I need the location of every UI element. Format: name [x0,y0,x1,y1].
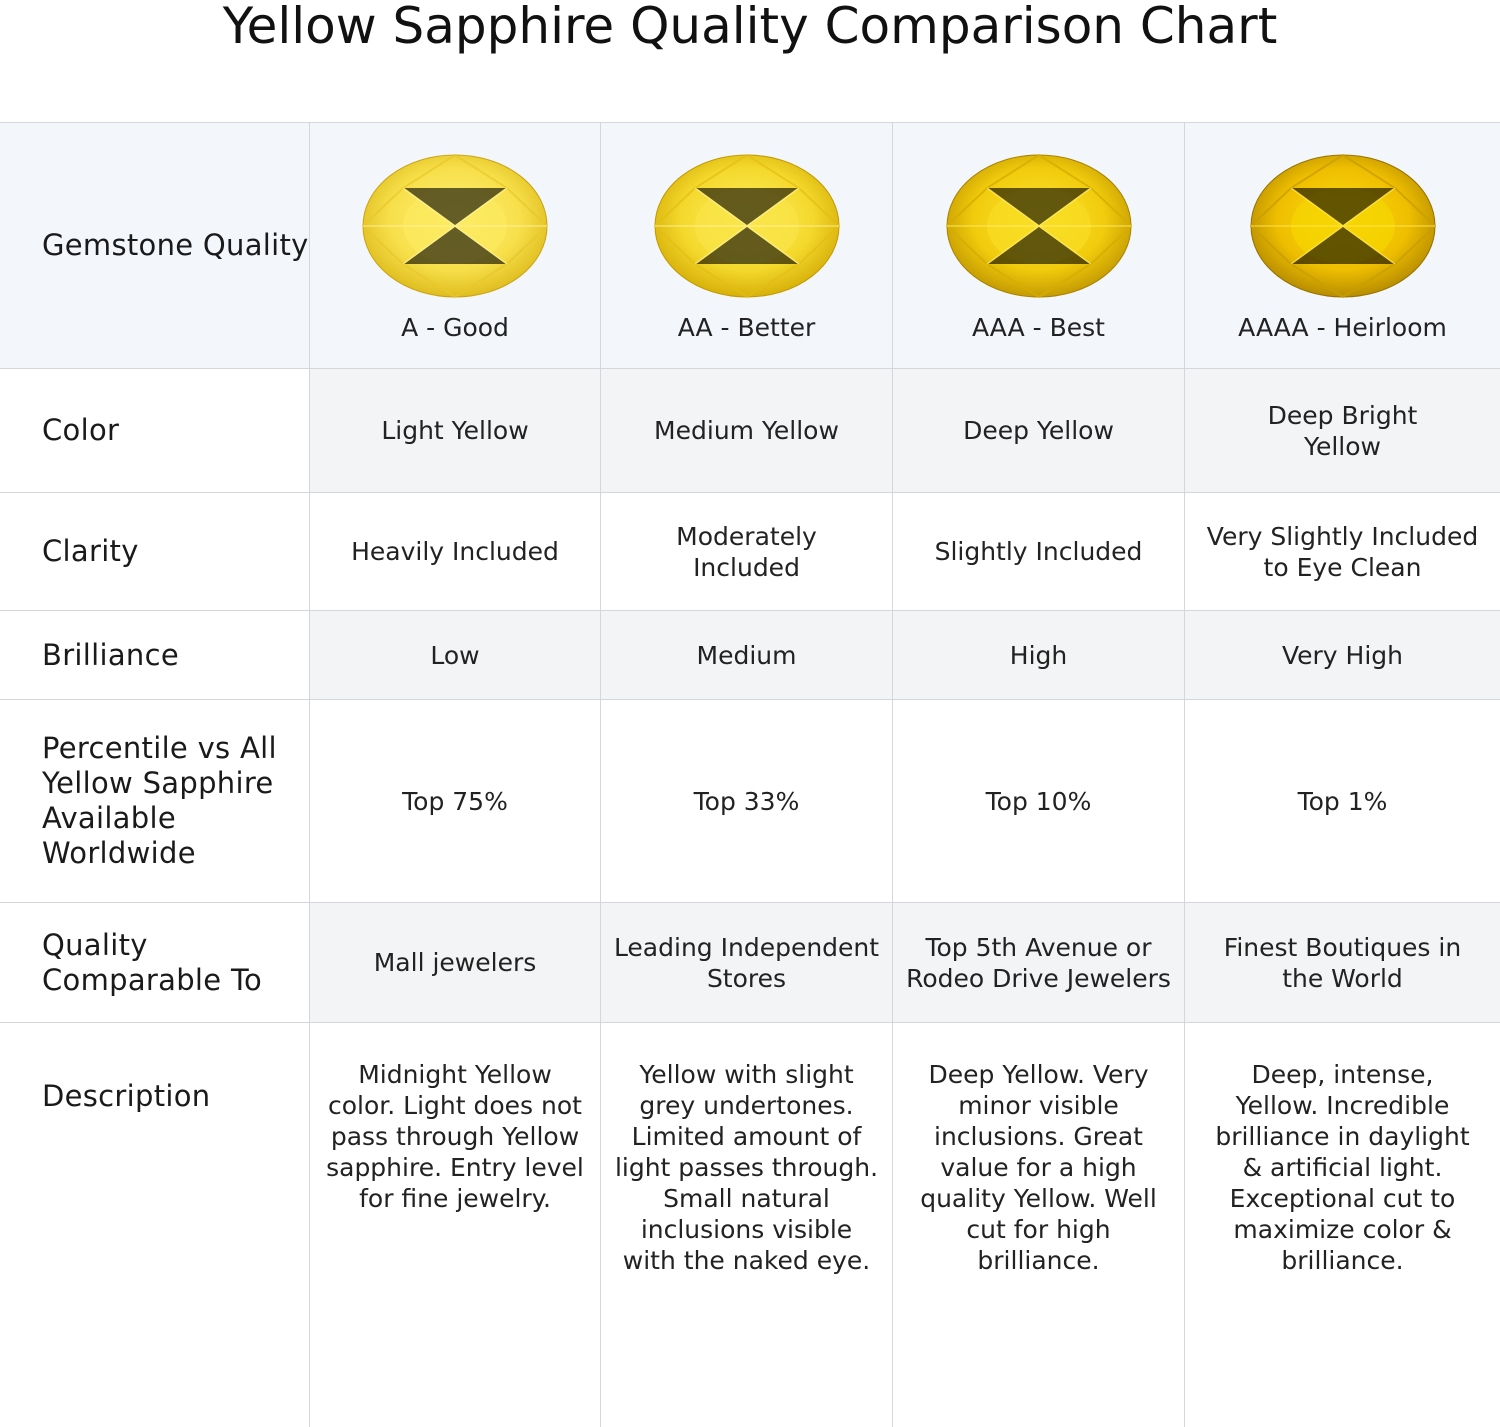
page-title: Yellow Sapphire Quality Comparison Chart [222,0,1278,55]
yellow-sapphire-deep-icon [946,153,1132,299]
table-cell: Top 33% [600,700,892,902]
table-cell: Moderately Included [600,493,892,610]
table-cell: Mall jewelers [309,903,600,1022]
table-row-color [0,368,1500,492]
table-cell: Very Slightly Included to Eye Clean [1184,493,1500,610]
table-cell: Top 5th Avenue or Rodeo Drive Jewelers [892,903,1184,1022]
row-label: Quality Comparable To [42,927,263,997]
grade-column-header [892,123,1184,368]
table-cell: Yellow with slight grey undertones. Limited amount of light passes through. Small natural inclusions visible with the naked eye. [600,1023,892,1427]
table-cell: High [892,611,1184,699]
table-row-description [0,1022,1500,1427]
grade-name: AAA - Best [972,313,1105,342]
table-row-comparable [0,902,1500,1022]
table-cell: Midnight Yellow color. Light does not pass through Yellow sapphire. Entry level for fine jewelry. [309,1023,600,1427]
yellow-sapphire-medium-icon [654,153,840,299]
table-cell: Light Yellow [309,369,600,492]
row-label: Gemstone Quality [0,123,309,368]
grade-column-header [600,123,892,368]
row-label: Color [42,413,120,447]
table-cell: Deep, intense, Yellow. Incredible brilliance in daylight & artificial light. Exceptional cut to maximize color & brilliance. [1184,1023,1500,1427]
yellow-sapphire-heirloom-icon [1250,153,1436,299]
table-cell: Deep Bright Yellow [1184,369,1500,492]
table-row-brilliance [0,610,1500,699]
table-cell: Deep Yellow [892,369,1184,492]
row-label: Description [42,1079,211,1113]
grade-name: A - Good [401,313,509,342]
table-row-percentile [0,699,1500,902]
grade-name: AA - Better [677,313,816,342]
table-cell: Deep Yellow. Very minor visible inclusions. Great value for a high quality Yellow. Well cut for high brilliance. [892,1023,1184,1427]
grade-name: AAAA - Heirloom [1238,313,1447,342]
table-cell: Very High [1184,611,1500,699]
comparison-table [0,122,1500,1427]
yellow-sapphire-light-icon [362,153,548,299]
table-cell: Heavily Included [309,493,600,610]
table-cell: Top 1% [1184,700,1500,902]
table-cell: Leading Independent Stores [600,903,892,1022]
table-cell: Top 75% [309,700,600,902]
grade-column-header [309,123,600,368]
row-label: Percentile vs All Yellow Sapphire Available Worldwide [42,731,277,870]
table-cell: Slightly Included [892,493,1184,610]
table-cell: Low [309,611,600,699]
table-cell: Finest Boutiques in the World [1184,903,1500,1022]
table-cell: Medium [600,611,892,699]
row-label: Brilliance [42,637,179,672]
table-row-clarity [0,492,1500,610]
table-header-row [0,122,1500,368]
row-label: Clarity [42,534,139,568]
grade-column-header [1184,123,1500,368]
table-cell: Top 10% [892,700,1184,902]
table-cell: Medium Yellow [600,369,892,492]
